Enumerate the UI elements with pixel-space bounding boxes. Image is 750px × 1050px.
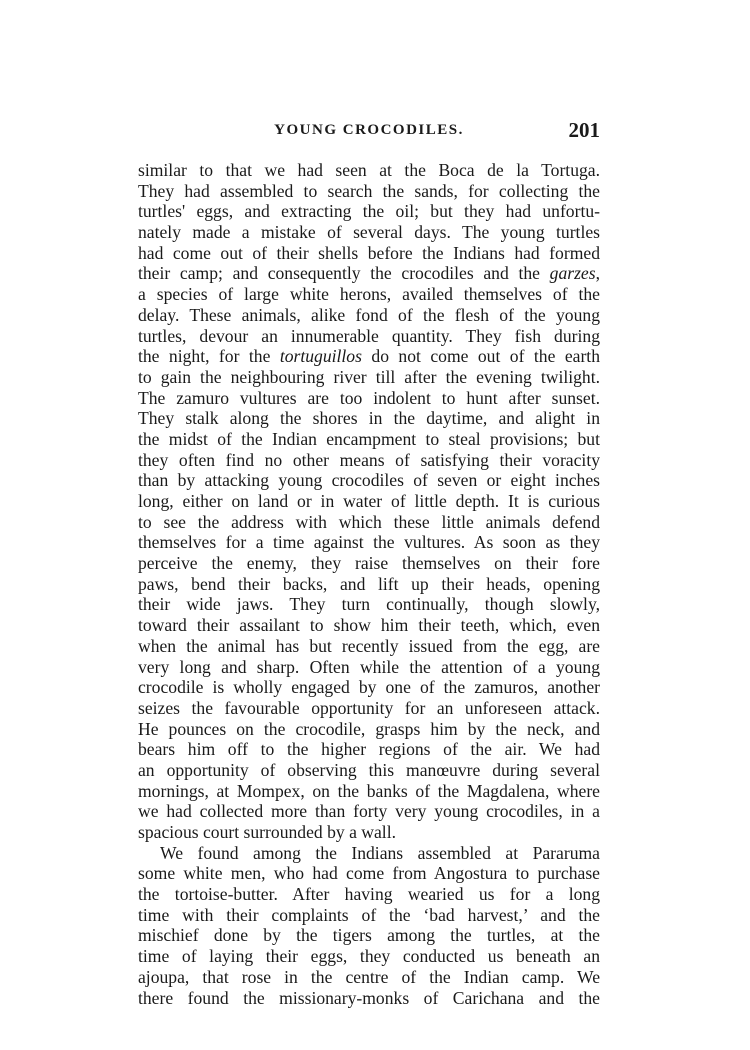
running-title: YOUNG CROCODILES.: [274, 122, 464, 138]
text-line: spacious court surrounded by a wall.: [138, 822, 396, 842]
text-line: perceive the enemy, they raise themselves on their fore: [138, 553, 600, 574]
italic-term: tortuguillos: [279, 346, 362, 367]
text-line: an opportunity of observing this manœuvre during several: [138, 759, 600, 780]
text-line: to gain the neighbouring river till after the evening twilight.: [138, 366, 600, 387]
text-line: time with their complaints of the ‘bad harvest,’ and the: [138, 904, 600, 925]
text-line: the tortoise-butter. After having wearied us for a long: [138, 884, 600, 905]
text-line: They stalk along the shores in the daytime, and alight in: [138, 408, 600, 429]
text-line: the midst of the Indian encampment to steal provisions; but: [138, 428, 600, 449]
text-line: turtles' eggs, and extracting the oil; but they had unfortu-: [138, 201, 600, 222]
text-line: paws, bend their backs, and lift up their heads, opening: [138, 573, 600, 594]
text-line: turtles, devour an innumerable quantity. They fish during: [138, 325, 600, 346]
text-line: when the animal has but recently issued from the egg, are: [138, 635, 600, 656]
text-line: the night, for the tortuguillos do not come out of the earth: [138, 346, 600, 367]
text-line: there found the missionary-monks of Carichana and the: [138, 987, 600, 1008]
paragraph-2: [138, 843, 600, 1009]
italic-term: garzes: [549, 263, 596, 284]
text-line: delay. These animals, alike fond of the flesh of the young: [138, 304, 600, 325]
text-line: very long and sharp. Often while the attention of a young: [138, 656, 600, 677]
text-line: similar to that we had seen at the Boca de la Tortuga.: [138, 160, 600, 180]
text-line: bears him off to the higher regions of the air. We had: [138, 739, 600, 760]
text-line: They had assembled to search the sands, for collecting the: [138, 180, 600, 201]
text-line: mornings, at Mompex, on the banks of the Magdalena, where: [138, 780, 600, 801]
body-text: [138, 160, 600, 1008]
text-line: crocodile is wholly engaged by one of the zamuros, another: [138, 677, 600, 698]
text-line: We found among the Indians assembled at Pararuma: [160, 842, 600, 863]
text-line: their wide jaws. They turn continually, though slowly,: [138, 594, 600, 615]
text-line: had come out of their shells before the Indians had formed: [138, 242, 600, 263]
text-line: mischief done by the tigers among the turtles, at the: [138, 925, 600, 946]
running-head: [138, 118, 600, 148]
text-line: toward their assailant to show him their teeth, which, even: [138, 615, 600, 636]
text-line: we had collected more than forty very young crocodiles, in a: [138, 801, 600, 822]
text-line: they often find no other means of satisfying their voracity: [138, 449, 600, 470]
text-line: some white men, who had come from Angostura to purchase: [138, 863, 600, 884]
page-number: 201: [568, 118, 600, 142]
text-line: seizes the favourable opportunity for an unforeseen attack.: [138, 697, 600, 718]
text-line: nately made a mistake of several days. The young turtles: [138, 222, 600, 243]
text-line: a species of large white herons, availed themselves of the: [138, 284, 600, 305]
text-line: He pounces on the crocodile, grasps him by the neck, and: [138, 718, 600, 739]
text-line: The zamuro vultures are too indolent to hunt after sunset.: [138, 387, 600, 408]
text-line: their camp; and consequently the crocodiles and the garzes,: [138, 263, 600, 284]
text-line: to see the address with which these little animals defend: [138, 511, 600, 532]
text-line: long, either on land or in water of little depth. It is curious: [138, 491, 600, 511]
text-line: time of laying their eggs, they conducted us beneath an: [138, 946, 600, 967]
text-line: than by attacking young crocodiles of seven or eight inches: [138, 470, 600, 491]
paragraph-1: [138, 160, 600, 843]
text-line: ajoupa, that rose in the centre of the Indian camp. We: [138, 966, 600, 987]
text-line: themselves for a time against the vultures. As soon as they: [138, 532, 600, 553]
